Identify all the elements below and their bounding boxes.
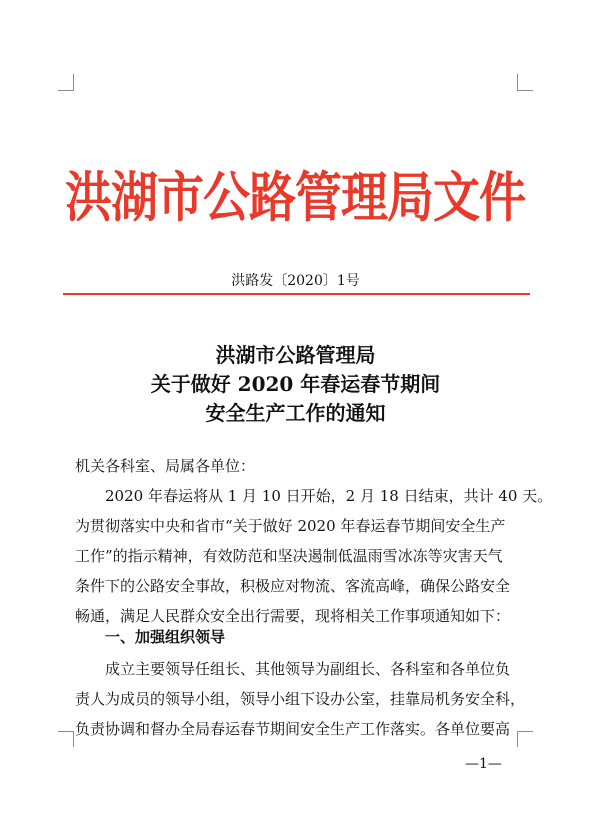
red-divider-line	[63, 293, 530, 295]
notice-title-line-2: 关于做好 2020 年春运春节期间	[150, 372, 441, 396]
paragraph-line: 责人为成员的领导小组，领导小组下设办公室，挂靠局机务安全科，	[75, 690, 526, 708]
section-heading: 一、加强组织领导	[105, 628, 226, 646]
page-number: —1—	[465, 756, 502, 772]
salutation: 机关各科室、局属各单位：	[75, 457, 256, 475]
paragraph-line: 条件下的公路安全事故，积极应对物流、客流高峰，确保公路安全	[75, 577, 511, 595]
notice-title-line-1: 洪湖市公路管理局	[215, 343, 376, 367]
paragraph-line: 畅通，满足人民群众安全出行需要，现将相关工作事项通知如下：	[75, 607, 511, 625]
paragraph-line: 负责协调和督办全局春运春节期间安全生产工作落实。各单位要高	[75, 720, 511, 738]
paragraph-line: 成立主要领导任组长、其他领导为副组长、各科室和各单位负	[105, 660, 511, 678]
notice-title-line-3: 安全生产工作的通知	[205, 401, 386, 425]
paragraph-line: 为贯彻落实中央和省市“关于做好 2020 年春运春节期间安全生产	[75, 517, 506, 535]
paragraph-line: 2020 年春运将从 1 月 10 日开始，2 月 18 日结束，共计 40 天。	[105, 487, 553, 505]
document-number: 洪路发〔2020〕1号	[231, 273, 360, 289]
document-header-title: 洪湖市公路管理局文件	[65, 166, 525, 230]
paragraph-line: 工作”的指示精神，有效防范和坚决遏制低温雨雪冰冻等灾害天气	[75, 547, 503, 565]
